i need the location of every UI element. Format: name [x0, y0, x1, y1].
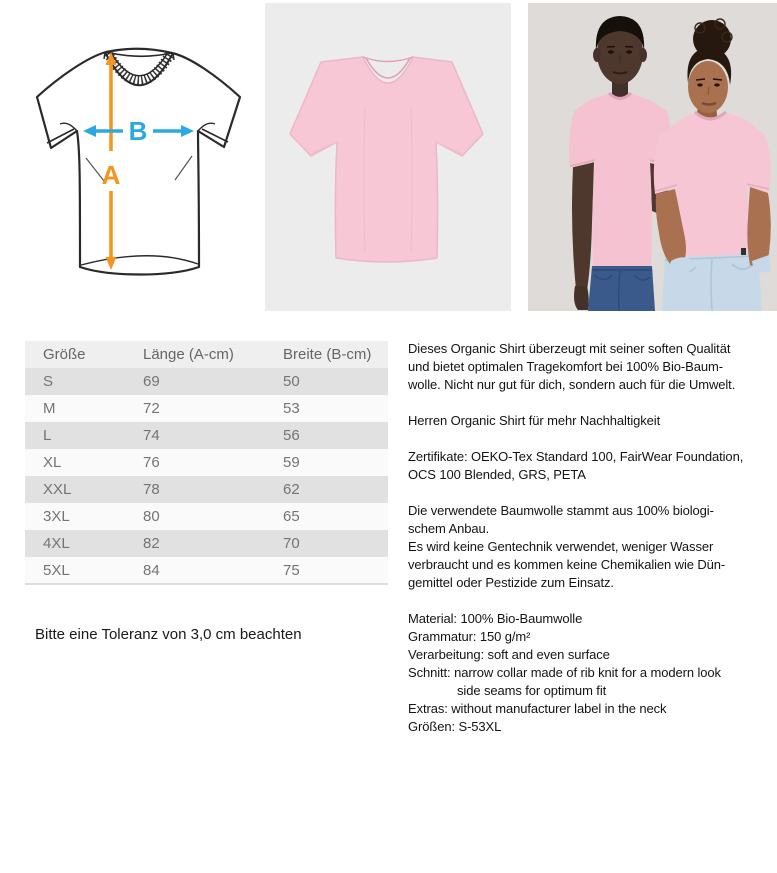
models-illustration [528, 3, 777, 311]
description-spacer [408, 592, 777, 610]
description-line: gemittel oder Pestizide zum Einsatz. [408, 575, 614, 590]
product-description [408, 340, 777, 736]
flat-shirt-shape [290, 57, 483, 262]
cell-length: 74 [143, 422, 283, 449]
size-table-header-row [25, 341, 388, 368]
description-spacer [408, 394, 777, 412]
column-header-width: Breite (B-cm) [283, 341, 388, 368]
description-line: Es wird keine Gentechnik verwendet, weniger Wasser [408, 539, 714, 554]
column-header-size: Größe [25, 341, 143, 368]
spec-groessen: Größen: S-53XL [408, 719, 502, 734]
cell-size: XXL [25, 476, 143, 503]
size-diagram-image[interactable] [0, 0, 260, 311]
cell-width: 62 [283, 476, 388, 503]
cell-width: 75 [283, 557, 388, 584]
description-line: Herren Organic Shirt für mehr Nachhaltigkeit [408, 413, 661, 428]
spec-schnitt: Schnitt: narrow collar made of rib knit for a modern look [408, 665, 721, 680]
cell-length: 72 [143, 395, 283, 422]
description-spacer [408, 484, 777, 502]
table-row [25, 476, 388, 503]
spec-schnitt-continued: side seams for optimum fit [457, 683, 607, 698]
cell-width: 53 [283, 395, 388, 422]
diagram-label-b: B [128, 116, 148, 146]
description-line: Dieses Organic Shirt überzeugt mit seiner soften Qualität [408, 341, 731, 356]
cell-size: 4XL [25, 530, 143, 557]
description-line: Die verwendete Baumwolle stammt aus 100% biologi- [408, 503, 714, 518]
cell-length: 76 [143, 449, 283, 476]
cell-size: L [25, 422, 143, 449]
spec-extras: Extras: without manufacturer label in the neck [408, 701, 667, 716]
cell-width: 70 [283, 530, 388, 557]
cell-size: S [25, 368, 143, 395]
cell-size: M [25, 395, 143, 422]
spec-grammatur: Grammatur: 150 g/m² [408, 629, 531, 644]
column-header-length: Länge (A-cm) [143, 341, 283, 368]
description-line: wolle. Nicht nur gut für dich, sondern auch für die Umwelt. [408, 377, 736, 392]
cell-size: 5XL [25, 557, 143, 584]
diagram-label-a: A [101, 160, 121, 190]
table-row [25, 395, 388, 422]
table-row [25, 503, 388, 530]
cell-length: 80 [143, 503, 283, 530]
description-line: OCS 100 Blended, GRS, PETA [408, 467, 586, 482]
hem-tag [741, 248, 746, 255]
table-row [25, 368, 388, 395]
product-photo-flat[interactable] [265, 3, 511, 311]
cell-length: 78 [143, 476, 283, 503]
table-row [25, 449, 388, 476]
table-row [25, 422, 388, 449]
cell-size: 3XL [25, 503, 143, 530]
spec-material: Material: 100% Bio-Baumwolle [408, 611, 583, 626]
description-line: schem Anbau. [408, 521, 490, 536]
description-line: Zertifikate: OEKO-Tex Standard 100, FairWear Foundation, [408, 449, 744, 464]
description-line: verbraucht und es kommen keine Chemikalien wie Dün- [408, 557, 726, 572]
cell-width: 65 [283, 503, 388, 530]
product-photo-models[interactable] [528, 3, 777, 311]
tolerance-note: Bitte eine Toleranz von 3,0 cm beachten [35, 626, 302, 643]
cell-size: XL [25, 449, 143, 476]
cell-width: 56 [283, 422, 388, 449]
spec-verarbeitung: Verarbeitung: soft and even surface [408, 647, 610, 662]
flat-shirt-illustration [265, 3, 511, 311]
table-row [25, 530, 388, 557]
cell-length: 84 [143, 557, 283, 584]
cell-length: 69 [143, 368, 283, 395]
cell-length: 82 [143, 530, 283, 557]
description-line: und bietet optimalen Tragekomfort bei 100% Bio-Baum- [408, 359, 723, 374]
size-table [25, 341, 388, 585]
cell-width: 50 [283, 368, 388, 395]
tshirt-measure-diagram [0, 0, 260, 311]
cell-width: 59 [283, 449, 388, 476]
description-spacer [408, 430, 777, 448]
table-row [25, 557, 388, 584]
